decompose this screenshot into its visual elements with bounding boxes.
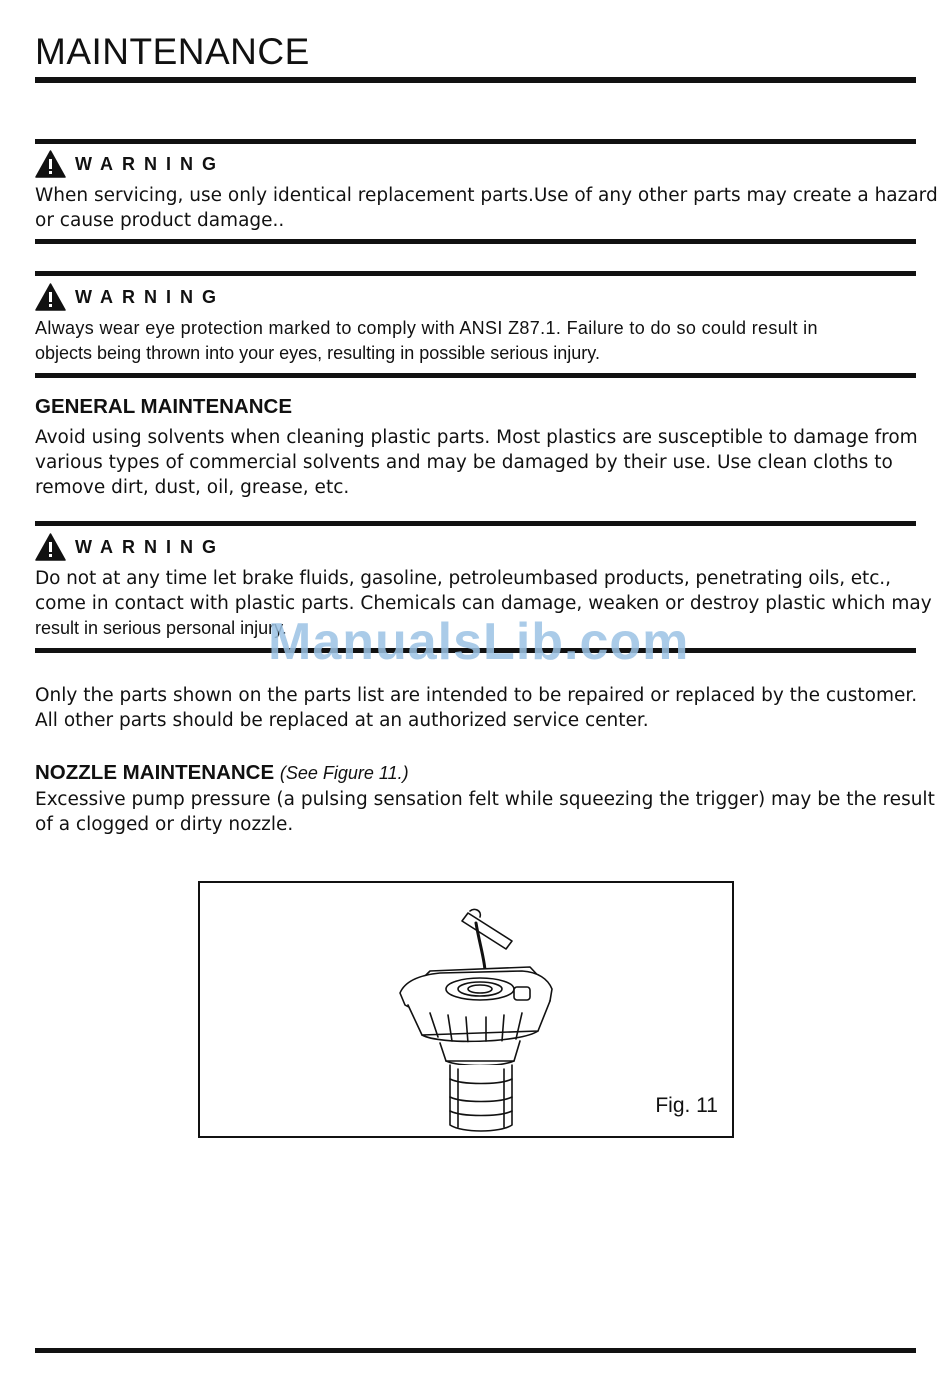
- nozzle-maintenance-heading: [35, 760, 409, 786]
- warning-2-top-rule: [35, 271, 916, 276]
- watermark: ManualsLib.com: [268, 613, 690, 671]
- warning-2-label: WARNING: [75, 286, 225, 307]
- nozzle-maintenance-title: NOZZLE MAINTENANCE: [35, 761, 275, 784]
- parts-note-text: Only the parts shown on the parts list are intended to be repaired or replaced by the customer. All other parts should be replaced at an authorized service center.: [35, 685, 918, 731]
- warning-1-label: WARNING: [75, 153, 225, 174]
- warning-3-text: Do not at any time let brake fluids, gasoline, petroleumbased products, penetrating oils, etc., come in contact with plastic parts. Chemicals can damage, weaken or destroy plastic which may result in serious personal injury.: [35, 568, 932, 638]
- warning-3-header: [35, 532, 225, 562]
- warning-1-text: When servicing, use only identical replacement parts.Use of any other parts may create a hazard or cause product damage..: [35, 185, 938, 231]
- title-rule: [35, 77, 916, 83]
- warning-triangle-icon: [35, 283, 66, 311]
- general-maintenance-heading: GENERAL MAINTENANCE: [35, 395, 293, 418]
- warning-1-top-rule: [35, 139, 916, 144]
- warning-2-header: [35, 282, 225, 312]
- nozzle-maintenance-text: Excessive pump pressure (a pulsing sensation felt while squeezing the trigger) may be the result of a clogged or dirty nozzle.: [35, 789, 935, 835]
- nozzle-cleaning-illustration: [200, 883, 732, 1136]
- warning-triangle-icon: [35, 150, 66, 178]
- footer-rule: [35, 1348, 916, 1353]
- warning-3-top-rule: [35, 521, 916, 526]
- warning-1-bottom-rule: [35, 239, 916, 244]
- page-title: MAINTENANCE: [35, 31, 310, 72]
- figure-label: Fig. 11: [655, 1094, 718, 1117]
- warning-3-label: WARNING: [75, 536, 225, 557]
- warning-triangle-icon: [35, 533, 66, 561]
- figure-reference: (See Figure 11.): [279, 763, 409, 783]
- warning-2-bottom-rule: [35, 373, 916, 378]
- warning-2-text: Always wear eye protection marked to comply with ANSI Z87.1. Failure to do so could result in objects being thrown into your eyes, resulting in possible serious injury.: [35, 318, 818, 363]
- figure-11: [198, 881, 734, 1138]
- general-maintenance-text: Avoid using solvents when cleaning plastic parts. Most plastics are susceptible to damage from various types of commercial solvents and may be damaged by their use. Use clean cloths to remove dirt, dust, oil, grease, etc.: [35, 427, 918, 498]
- warning-1-header: [35, 149, 225, 179]
